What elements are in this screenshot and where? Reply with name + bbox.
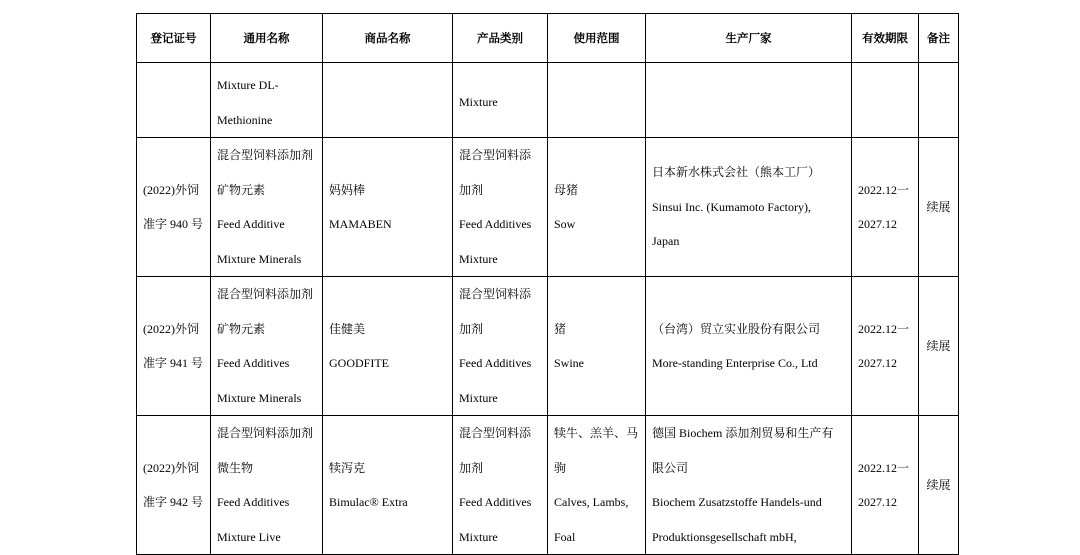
trade-name-cell [323,63,453,138]
validity-cell [852,277,919,416]
category-line: 加剂 [459,460,484,475]
manufacturer-line: 日本新水株式会社（熊本工厂） [652,165,821,180]
scope-line: Swine [554,356,584,370]
registration-table [136,13,959,555]
generic-name-line: Mixture Live [217,529,281,544]
generic-name-line: Feed Additives [217,495,290,509]
scope-line: 猪 [554,321,567,336]
generic-name-line: Mixture Minerals [217,390,302,405]
reg-no-line: (2022)外饲 [143,460,199,475]
trade-name-line: 妈妈棒 [329,182,366,197]
manufacturer-line: Biochem Zusatzstoffe Handels-und [652,495,822,509]
header-trade-name: 商品名称 [323,14,453,63]
scope-cell [548,416,646,555]
generic-name-line: 混合型饲料添加剂 [217,426,314,440]
note-text: 续展 [926,477,951,492]
manufacturer-cell [646,416,852,555]
validity-cell [852,63,919,138]
table-row [137,138,959,277]
manufacturer-cell [646,277,852,416]
generic-name-cell [211,277,323,416]
header-validity: 有效期限 [852,14,919,63]
category-line: 加剂 [459,321,484,336]
note-text: 续展 [926,338,951,353]
generic-name-line: Mixture DL- [217,78,279,92]
validity-line: 2022.12一 [858,182,910,197]
reg-no-cell [137,138,211,277]
header-manufacturer: 生产厂家 [646,14,852,63]
validity-line: 2027.12 [858,495,897,509]
generic-name-cell [211,416,323,555]
table-row [137,416,959,555]
category-line: Mixture [459,95,498,110]
scope-line: Sow [554,217,576,231]
validity-line: 2027.12 [858,217,897,231]
manufacturer-line: 德国 Biochem 添加剂贸易和生产有 [652,426,834,440]
validity-cell [852,416,919,555]
generic-name-line: 混合型饲料添加剂 [217,287,314,301]
category-line: 混合型饲料添 [459,148,532,162]
reg-no-line: (2022)外饲 [143,321,199,336]
header-category: 产品类别 [453,14,548,63]
scope-cell [548,138,646,277]
note-cell [919,63,959,138]
generic-name-line: 混合型饲料添加剂 [217,148,314,162]
manufacturer-line: Sinsui Inc. (Kumamoto Factory), [652,199,811,214]
category-line: Mixture [459,251,498,266]
trade-name-line: MAMABEN [329,217,392,231]
category-line: Feed Additives [459,495,532,509]
manufacturer-cell [646,63,852,138]
reg-no-line: 准字 940 号 [143,217,204,231]
validity-line: 2027.12 [858,356,897,370]
category-cell [453,138,548,277]
note-cell [919,138,959,277]
category-cell [453,63,548,138]
category-line: 混合型饲料添 [459,426,532,440]
validity-cell [852,138,919,277]
manufacturer-line: Produktionsgesellschaft mbH, [652,529,797,544]
note-cell [919,416,959,555]
generic-name-line: 微生物 [217,460,254,475]
generic-name-line: Feed Additives [217,356,290,370]
scope-cell [548,63,646,138]
reg-no-line: 准字 941 号 [143,356,204,370]
trade-name-line: 犊泻克 [329,460,366,475]
reg-no-line: 准字 942 号 [143,495,204,509]
header-scope: 使用范围 [548,14,646,63]
category-line: Feed Additives [459,356,532,370]
trade-name-line: GOODFITE [329,356,389,370]
reg-no-line: (2022)外饲 [143,182,199,197]
note-text: 续展 [926,199,951,214]
generic-name-cell [211,63,323,138]
manufacturer-line: 限公司 [652,460,689,475]
header-row [137,14,959,63]
category-cell [453,416,548,555]
generic-name-line: Feed Additive [217,217,285,231]
validity-line: 2022.12一 [858,321,910,336]
trade-name-cell [323,138,453,277]
manufacturer-line: More-standing Enterprise Co., Ltd [652,356,818,370]
generic-name-cell [211,138,323,277]
generic-name-line: Mixture Minerals [217,251,302,266]
category-line: 加剂 [459,182,484,197]
category-line: Mixture [459,390,498,405]
header-reg-no: 登记证号 [137,14,211,63]
trade-name-line: 佳健美 [329,321,366,336]
scope-cell [548,277,646,416]
category-line: Feed Additives [459,217,532,231]
trade-name-line: Bimulac® Extra [329,495,408,509]
scope-line: Foal [554,529,576,544]
reg-no-cell [137,63,211,138]
manufacturer-line: （台湾）贸立实业股份有限公司 [652,321,821,336]
category-line: 混合型饲料添 [459,287,532,301]
trade-name-cell [323,416,453,555]
header-generic-name: 通用名称 [211,14,323,63]
table-row [137,277,959,416]
scope-line: 犊牛、羔羊、马 [554,426,639,440]
scope-line: 驹 [554,460,567,475]
header-note: 备注 [919,14,959,63]
generic-name-line: Methionine [217,112,273,127]
trade-name-cell [323,277,453,416]
manufacturer-cell [646,138,852,277]
generic-name-line: 矿物元素 [217,182,266,197]
table-row [137,63,959,138]
note-cell [919,277,959,416]
reg-no-cell [137,277,211,416]
manufacturer-line: Japan [652,234,680,249]
generic-name-line: 矿物元素 [217,321,266,336]
reg-no-cell [137,416,211,555]
category-cell [453,277,548,416]
validity-line: 2022.12一 [858,460,910,475]
category-line: Mixture [459,529,498,544]
scope-line: 母猪 [554,182,579,197]
scope-line: Calves, Lambs, [554,495,629,509]
